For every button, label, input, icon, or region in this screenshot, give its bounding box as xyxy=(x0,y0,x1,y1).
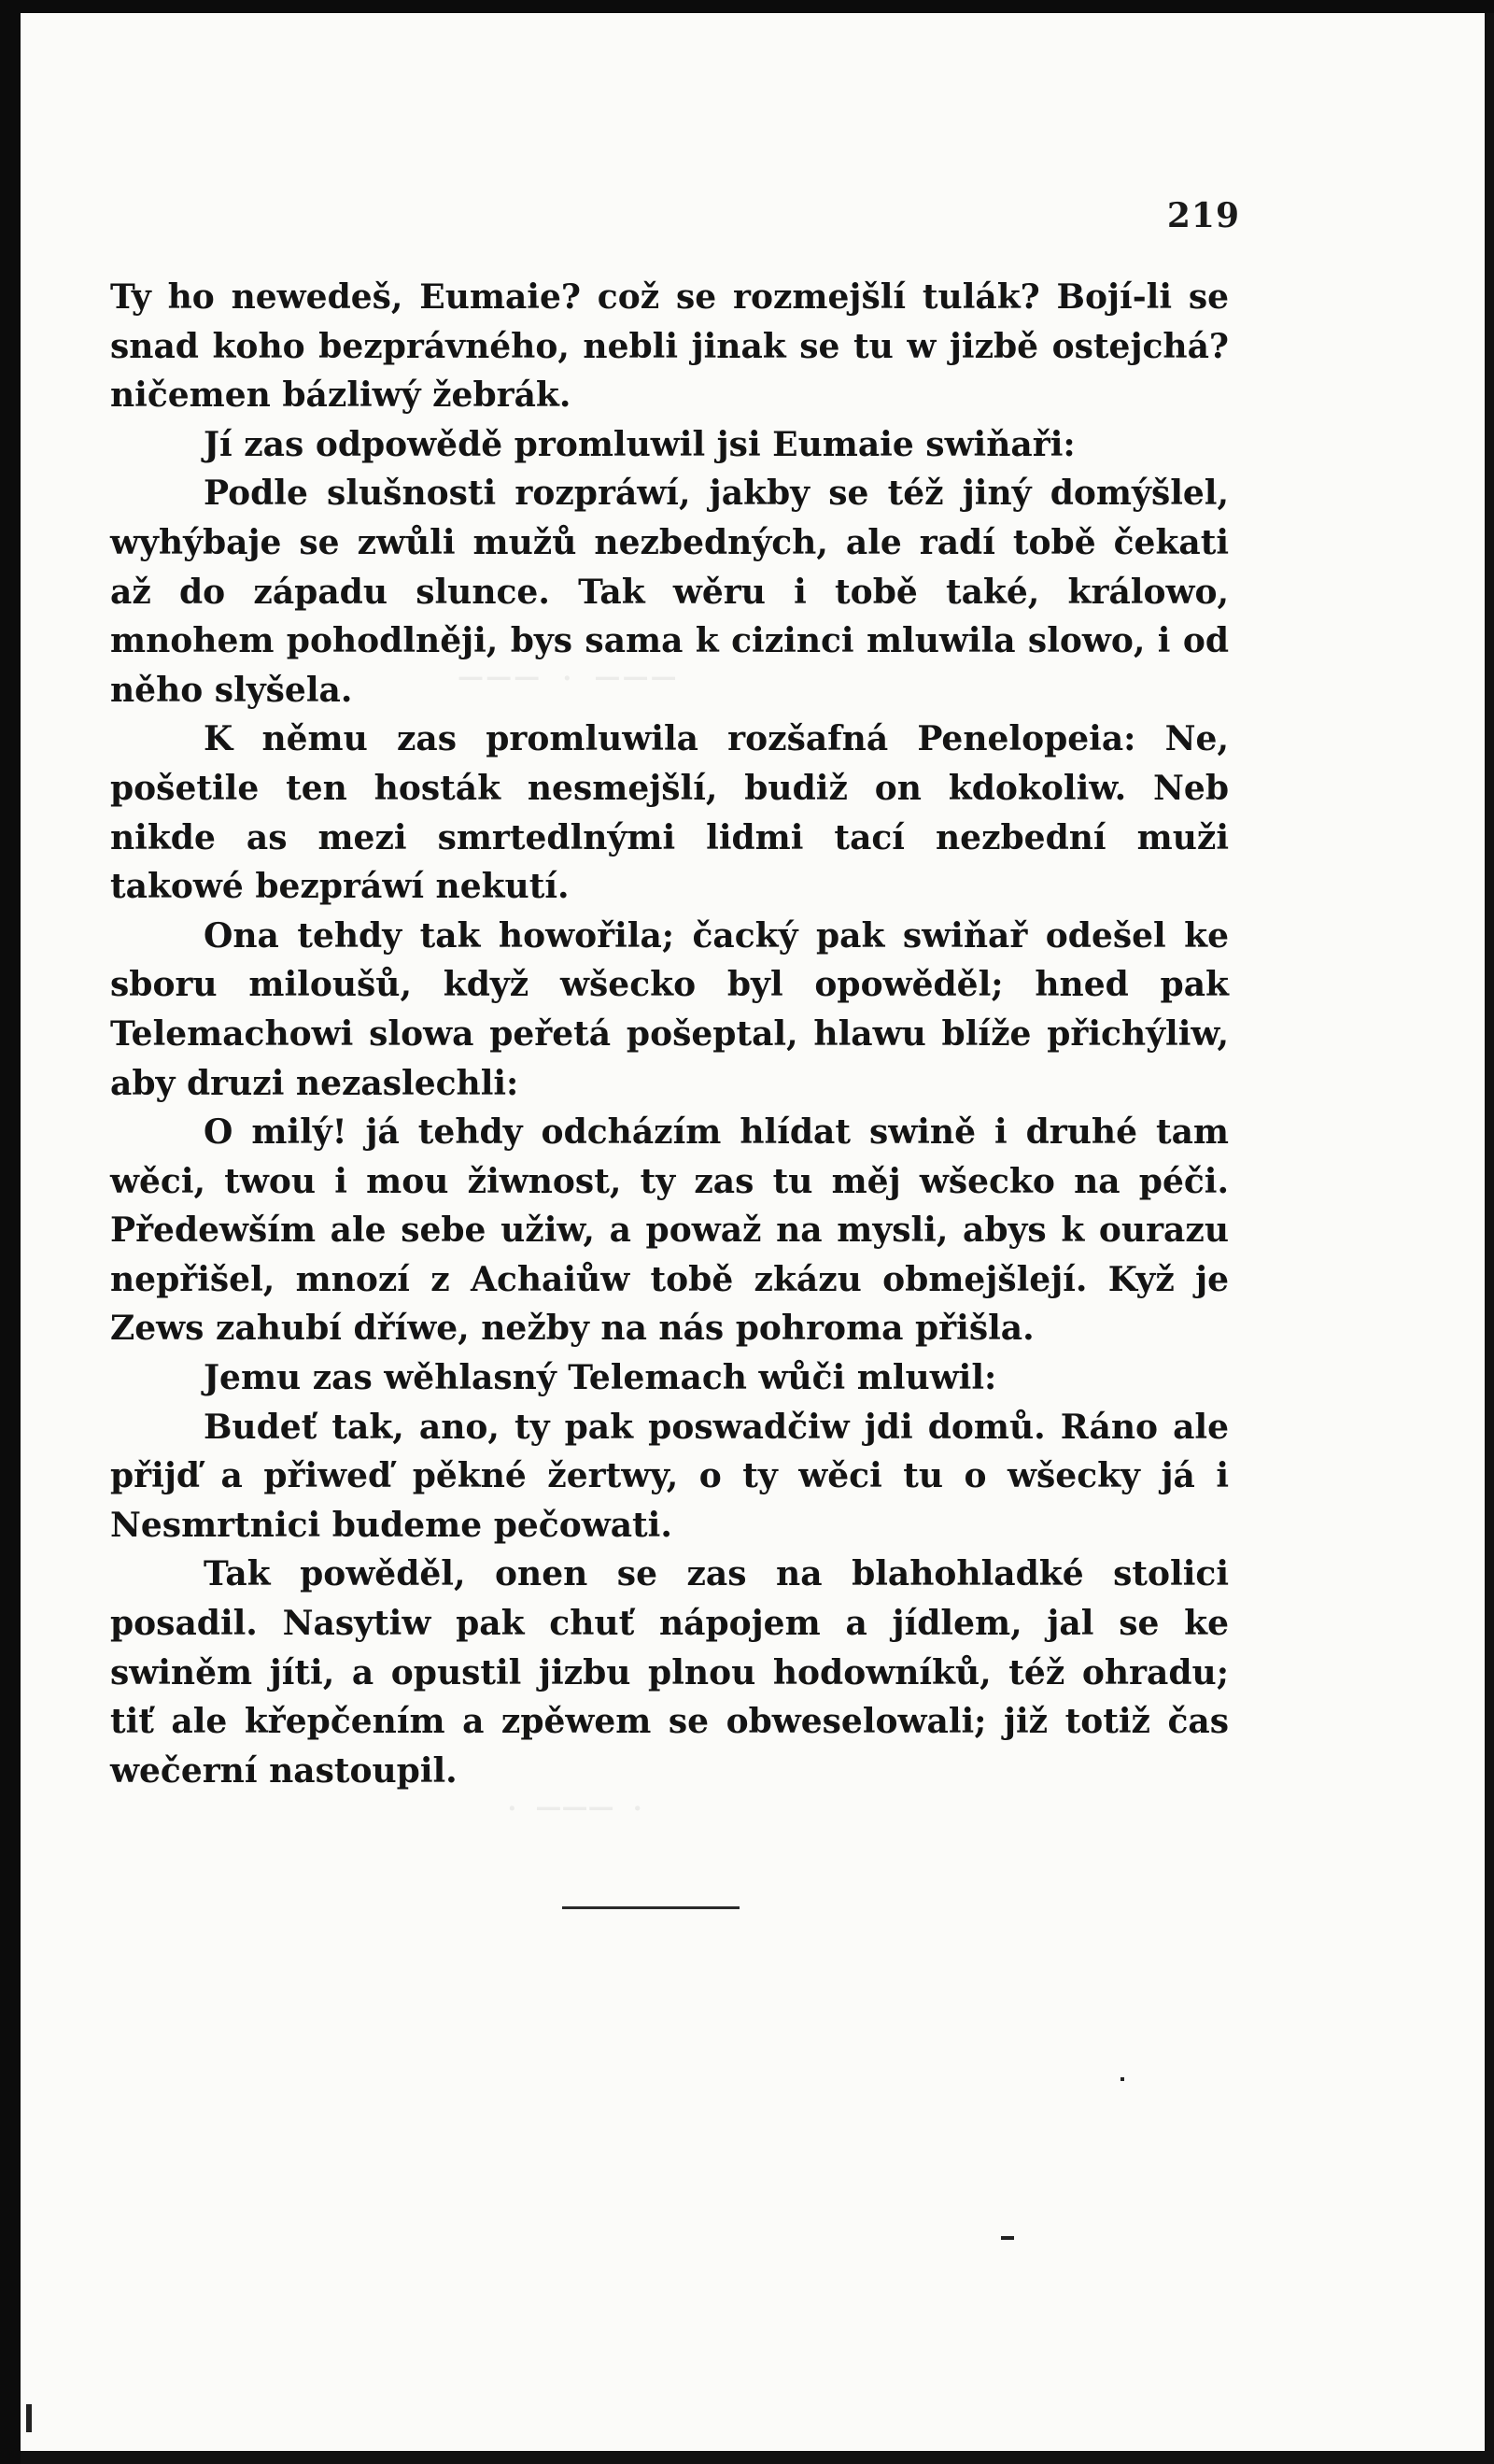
paragraph: Ty ho newedeš, Eumaie? což se rozmejšlí tulák? Bojí-li se snad koho bezprávného, nebli jinak se tu w jizbě ostejchá? ničemen bázliwý žebrák. xyxy=(110,277,1229,416)
body-text xyxy=(110,273,1229,1795)
show-through-heading: ─── · ─── xyxy=(459,658,681,701)
section-divider xyxy=(562,1906,740,1909)
paragraph: O milý! já tehdy odcházím hlídat swině i druhé tam wěci, twou i mou žiwnost, ty zas tu měj wšecko na péči. Předewším ale sebe užiw, a powaž na mysli, abys k ourazu nepřišel, mnozí z Achaiůw tobě zkázu obmejšlejí. Kyž je Zews zahubí dříwe, nežby na nás pohroma přišla. xyxy=(110,1112,1229,1349)
page-number: 219 xyxy=(1166,196,1240,235)
paragraph: Jí zas odpowědě promluwil jsi Eumaie swiňaři: xyxy=(204,424,1076,464)
book-page xyxy=(21,13,1485,2451)
ink-speck xyxy=(1001,2236,1014,2240)
ink-speck xyxy=(26,2404,32,2432)
scan-left-border xyxy=(0,0,21,2464)
paragraph: K němu zas promluwila rozšafná Penelopeia: Ne, pošetile ten hosták nesmejšlí, budiž on kdokoliw. Neb nikde as mezi smrtedlnými lidmi tací nezbední muži takowé bezpráwí nekutí. xyxy=(110,719,1229,907)
paragraph: Podle slušnosti rozpráwí, jakby se též jiný domýšlel, wyhýbaje se zwůli mužů nezbedných, ale radí tobě čekati až do západu slunce. Tak wěru i tobě také, králowo, mnohem pohodlněji, bys sama k cizinci mluwila slowo, i od něho slyšela. xyxy=(110,474,1229,710)
paragraph: Tak powěděl, onen se zas na blahohladké stolici posadil. Nasytiw pak chuť nápojem a jídlem, jal se ke swiněm jíti, a opustil jizbu plnou hodowníků, též ohradu; tiť ale křepčením a zpěwem se obweselowali; již totiž čas wečerní nastoupil. xyxy=(110,1554,1229,1791)
show-through-heading-2: · ─── · xyxy=(506,1788,648,1831)
paragraph: Jemu zas wěhlasný Telemach wůči mluwil: xyxy=(204,1358,997,1398)
paragraph: Budeť tak, ano, ty pak poswadčiw jdi domů. Ráno ale přijď a přiweď pěkné žertwy, o ty wěci tu o wšecky já i Nesmrtnici budeme pečowati. xyxy=(110,1407,1229,1545)
scan-top-border xyxy=(0,0,1494,13)
paragraph: Ona tehdy tak howořila; čacký pak swiňař odešel ke sboru miloušů, když wšecko byl opowěděl; hned pak Telemachowi slowa peřetá pošeptal, hlawu blíže přichýliw, aby druzi nezaslechli: xyxy=(110,915,1229,1103)
ink-speck xyxy=(1120,2077,1124,2081)
